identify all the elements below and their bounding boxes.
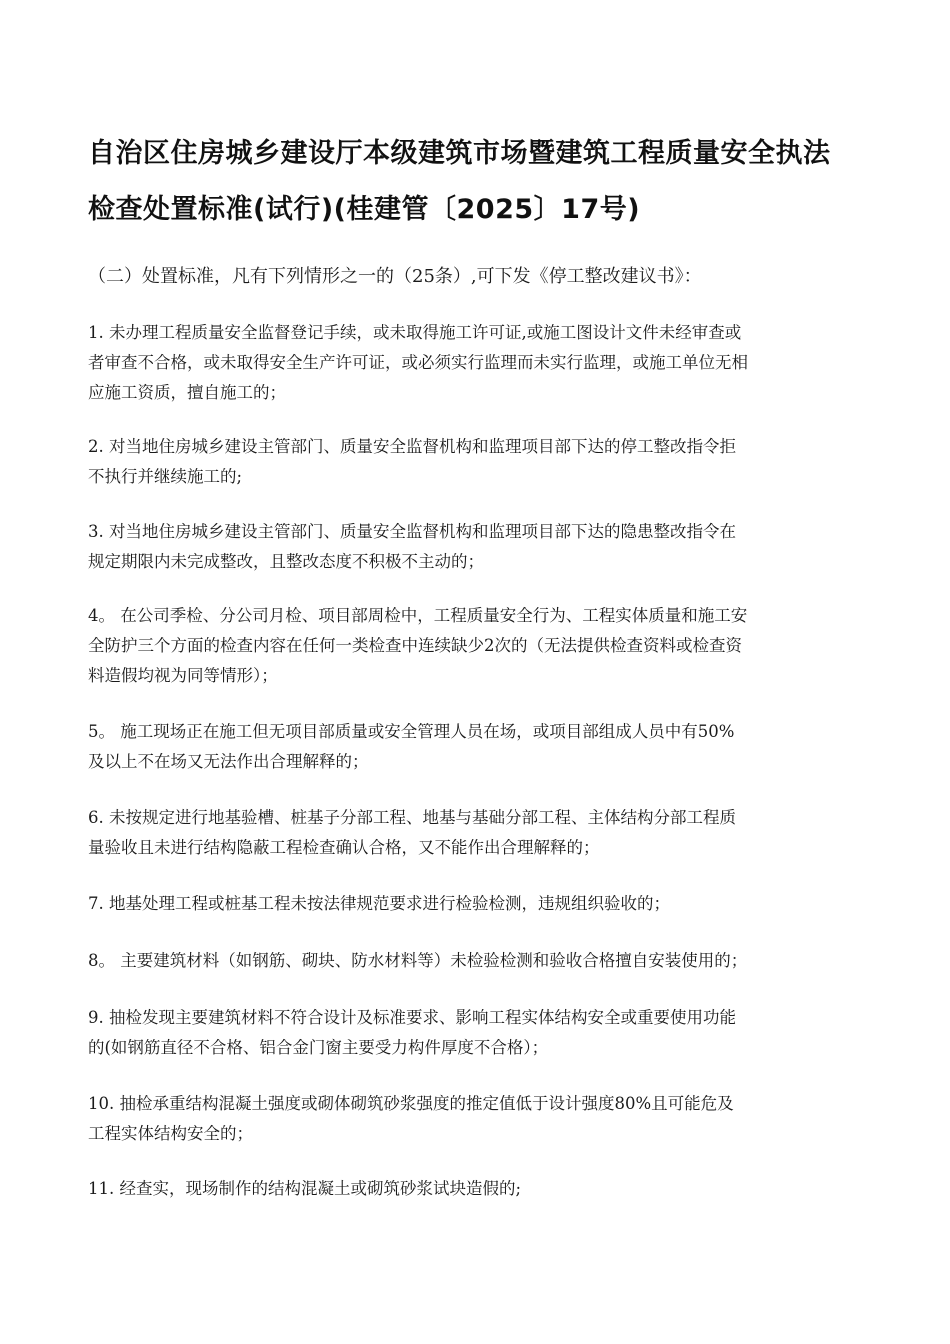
- list-item-line: 7. 地基处理工程或桩基工程未按法律规范要求进行检验检测，违规组织验收的；: [88, 894, 670, 913]
- list-item-7: [88, 889, 863, 919]
- list-item-line: 不执行并继续施工的;: [88, 467, 243, 486]
- list-item-line: 量验收且未进行结构隐蔽工程检查确认合格，又不能作出合理解释的；: [88, 838, 600, 857]
- list-item-line: 2. 对当地住房城乡建设主管部门、质量安全监督机构和监理项目部下达的停工整改指令拒: [88, 437, 736, 456]
- list-item-line: 9. 抽检发现主要建筑材料不符合设计及标准要求、影响工程实体结构安全或重要使用功能: [88, 1008, 736, 1027]
- list-item-line: 8。 主要建筑材料（如钢筋、砌块、防水材料等）未检验检测和验收合格擅自安装使用的；: [88, 951, 748, 970]
- list-item-9: [88, 1003, 863, 1063]
- list-item-line: 料造假均视为同等情形）；: [88, 666, 278, 685]
- list-item-line: 应施工资质，擅自施工的；: [88, 383, 286, 402]
- document-title-line-1: 自治区住房城乡建设厅本级建筑市场暨建筑工程质量安全执法: [88, 138, 831, 169]
- list-item-6: [88, 803, 863, 863]
- list-item-line: 工程实体结构安全的；: [88, 1124, 253, 1143]
- section-intro: （二）处置标准，凡有下列情形之一的（25条）,可下发《停工整改建议书》：: [88, 266, 702, 287]
- document-title-line-2: 检查处置标准(试行)(桂建管〔2025〕17号): [88, 194, 641, 225]
- list-item-5: [88, 717, 863, 777]
- list-item-11: [88, 1174, 863, 1204]
- list-item-line: 1. 未办理工程质量安全监督登记手续，或未取得施工许可证,或施工图设计文件未经审查或: [88, 323, 742, 342]
- list-item-line: 5。 施工现场正在施工但无项目部质量或安全管理人员在场，或项目部组成人员中有50%: [88, 722, 735, 741]
- list-item-line: 11. 经查实，现场制作的结构混凝土或砌筑砂浆试块造假的;: [88, 1179, 522, 1198]
- list-item-3: [88, 517, 863, 577]
- list-item-line: 及以上不在场又无法作出合理解释的；: [88, 752, 369, 771]
- list-item-2: [88, 432, 863, 492]
- list-item-10: [88, 1089, 863, 1149]
- document-title: [88, 126, 878, 238]
- list-item-1: [88, 318, 863, 408]
- list-item-line: 3. 对当地住房城乡建设主管部门、质量安全监督机构和监理项目部下达的隐患整改指令在: [88, 522, 736, 541]
- list-item-8: [88, 946, 863, 976]
- list-item-line: 10. 抽检承重结构混凝土强度或砌体砌筑砂浆强度的推定值低于设计强度80%且可能危及: [88, 1094, 734, 1113]
- list-item-line: 4。 在公司季检、分公司月检、项目部周检中，工程质量安全行为、工程实体质量和施工安: [88, 606, 748, 625]
- list-item-line: 规定期限内未完成整改，且整改态度不积极不主动的；: [88, 552, 484, 571]
- list-item-4: [88, 601, 863, 691]
- list-item-line: 全防护三个方面的检查内容在任何一类检查中连续缺少2次的（无法提供检查资料或检查资: [88, 636, 742, 655]
- list-item-line: 者审查不合格，或未取得安全生产许可证，或必须实行监理而未实行监理，或施工单位无相: [88, 353, 748, 372]
- list-item-line: 6. 未按规定进行地基验槽、桩基子分部工程、地基与基础分部工程、主体结构分部工程质: [88, 808, 736, 827]
- list-item-line: 的(如钢筋直径不合格、铝合金门窗主要受力构件厚度不合格）；: [88, 1038, 549, 1057]
